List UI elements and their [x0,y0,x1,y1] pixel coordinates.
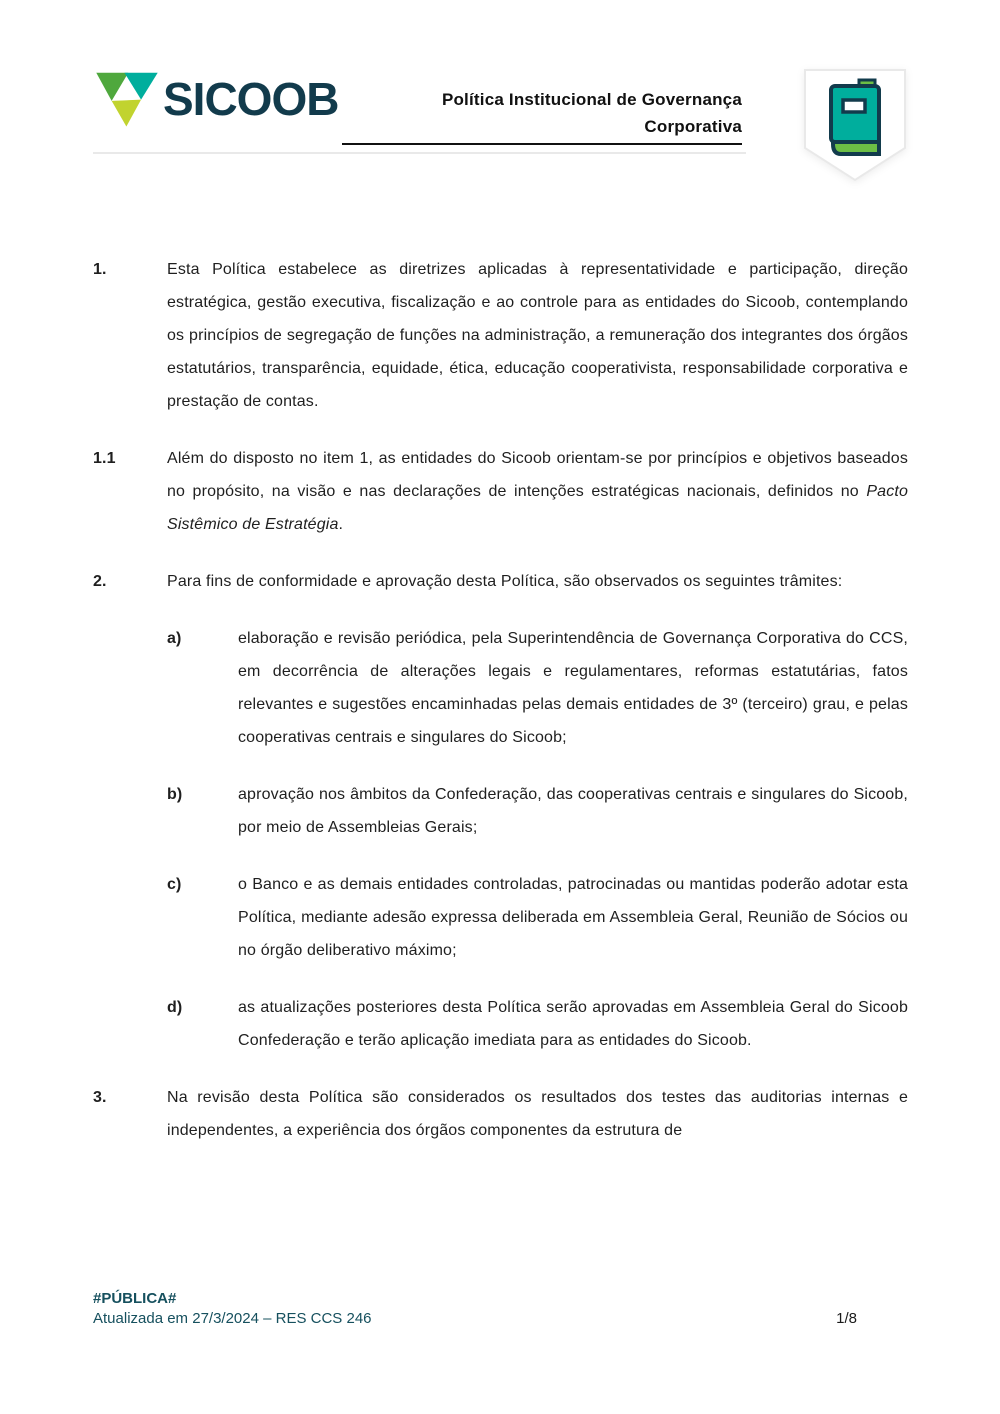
update-note: Atualizada em 27/3/2024 – RES CCS 246 [93,1310,372,1327]
book-badge [803,68,907,182]
list-item-d [167,991,908,1057]
list-item-text: as atualizações posteriores desta Política serão aprovadas em Assembleia Geral do Sicoob Confederação e terão aplicação imediata para as entidades do Sicoob. [238,999,908,1049]
item-number: 3. [93,1089,107,1106]
list-item-a [167,622,908,754]
document-footer [93,1289,908,1329]
item-text [167,442,908,541]
item-number: 1. [93,261,107,278]
title-underline [342,143,742,145]
paragraph-item-3 [93,1081,908,1147]
item-text-before: Além do disposto no item 1, as entidades do Sicoob orientam-se por princípios e objetivos baseados no propósito, na visão e nas declarações de intenções estratégicas nacionais, definidos no [167,450,908,500]
item-text: Na revisão desta Política são considerados os resultados dos testes das auditorias internas e independentes, a experiência dos órgãos componentes da estrutura de [167,1089,908,1139]
list-item-letter: d) [167,999,183,1016]
document-body [93,253,908,1171]
list-item-letter: c) [167,876,182,893]
list-item-c [167,868,908,967]
item-number: 1.1 [93,450,116,467]
document-title [342,86,742,140]
list-item-letter: b) [167,786,183,803]
paragraph-item-2 [93,565,908,598]
item-number: 2. [93,573,107,590]
list-item-text: o Banco e as demais entidades controladas, patrocinadas ou mantidas poderão adotar esta Política, mediante adesão expressa deliberada em Assembleia Geral, Reunião de Sócios ou no órgão deliberativo máximo; [238,876,908,959]
paragraph-item-1-1 [93,442,908,541]
item-text-after: . [338,516,344,533]
list-item-letter: a) [167,630,182,647]
page-number: 1/8 [836,1310,857,1327]
list-item-b [167,778,908,844]
list-item-text: elaboração e revisão periódica, pela Superintendência de Governança Corporativa do CCS, em decorrência de alterações legais e regulamentares, reformas estatutárias, fatos relevantes e sugestões encaminhadas pelas demais entidades de 3º (terceiro) grau, e pelas cooperativas centrais e singulares do Sicoob; [238,630,908,746]
paragraph-item-1 [93,253,908,418]
document-title-line1: Política Institucional de Governança [441,90,742,109]
sicoob-logo [95,64,338,134]
item-text: Para fins de conformidade e aprovação desta Política, são observados os seguintes trâmites: [167,573,843,590]
document-title-line2: Corporativa [644,117,742,136]
item-text-italic: Pacto Sistêmico de Estratégia [167,483,908,533]
list-item-text: aprovação nos âmbitos da Confederação, das cooperativas centrais e singulares do Sicoob, por meio de Assembleias Gerais; [238,786,908,836]
book-icon [803,68,907,182]
sicoob-chevron-icon [95,64,159,134]
item-text: Esta Política estabelece as diretrizes aplicadas à representatividade e participação, direção estratégica, gestão executiva, fiscalização e ao controle para as entidades do Sicoob, contemplando os princípios de segregação de funções na administração, a remuneração dos integrantes dos órgãos estatutários, transparência, equidade, ética, educação cooperativista, responsabilidade corporativa e prestação de contas. [167,261,908,410]
header-divider [93,152,746,154]
classification-label: #PÚBLICA# [93,1290,177,1307]
sicoob-wordmark: SICOOB [163,73,339,125]
